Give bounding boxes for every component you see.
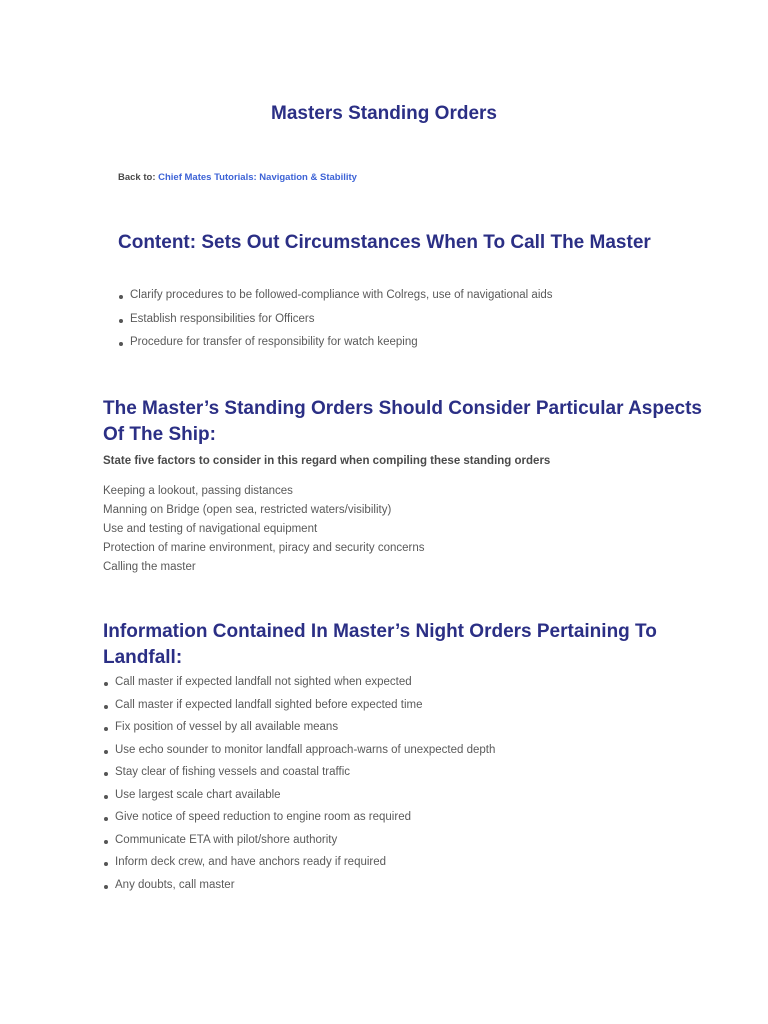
back-prefix: Back to: — [118, 172, 156, 183]
landfall-list — [103, 676, 495, 901]
list-item: Call master if expected landfall sighted before expected time — [103, 699, 495, 722]
list-item: Any doubts, call master — [103, 879, 495, 902]
list-item: Use largest scale chart available — [103, 789, 495, 812]
page-title: Masters Standing Orders — [271, 103, 497, 124]
list-item: Inform deck crew, and have anchors ready if required — [103, 856, 495, 879]
list-item: Keeping a lookout, passing distances — [103, 485, 293, 497]
content-list — [118, 289, 553, 360]
section-heading-content: Content: Sets Out Circumstances When To Call The Master — [118, 232, 651, 253]
list-item: Fix position of vessel by all available means — [103, 721, 495, 744]
question-subheading: State five factors to consider in this regard when compiling these standing orders — [103, 455, 551, 467]
breadcrumb — [118, 172, 357, 183]
list-item: Use and testing of navigational equipment — [103, 523, 318, 535]
section-heading-night-orders: Information Contained In Master’s Night Orders Pertaining To Landfall: — [103, 621, 657, 668]
list-item: Procedure for transfer of responsibility for watch keeping — [118, 336, 553, 360]
list-item: Manning on Bridge (open sea, restricted waters/visibility) — [103, 504, 392, 516]
list-item: Give notice of speed reduction to engine room as required — [103, 811, 495, 834]
list-item: Call master if expected landfall not sighted when expected — [103, 676, 495, 699]
list-item: Use echo sounder to monitor landfall approach-warns of unexpected depth — [103, 744, 495, 767]
factors-list — [103, 485, 425, 580]
list-item: Clarify procedures to be followed-compliance with Colregs, use of navigational aids — [118, 289, 553, 313]
back-link[interactable]: Chief Mates Tutorials: Navigation & Stability — [158, 172, 357, 183]
list-item: Protection of marine environment, piracy and security concerns — [103, 542, 425, 554]
section-heading-standing-orders: The Master’s Standing Orders Should Consider Particular Aspects Of The Ship: — [103, 398, 702, 445]
list-item: Calling the master — [103, 561, 196, 573]
list-item: Establish responsibilities for Officers — [118, 313, 553, 337]
list-item: Communicate ETA with pilot/shore authority — [103, 834, 495, 857]
list-item: Stay clear of fishing vessels and coastal traffic — [103, 766, 495, 789]
